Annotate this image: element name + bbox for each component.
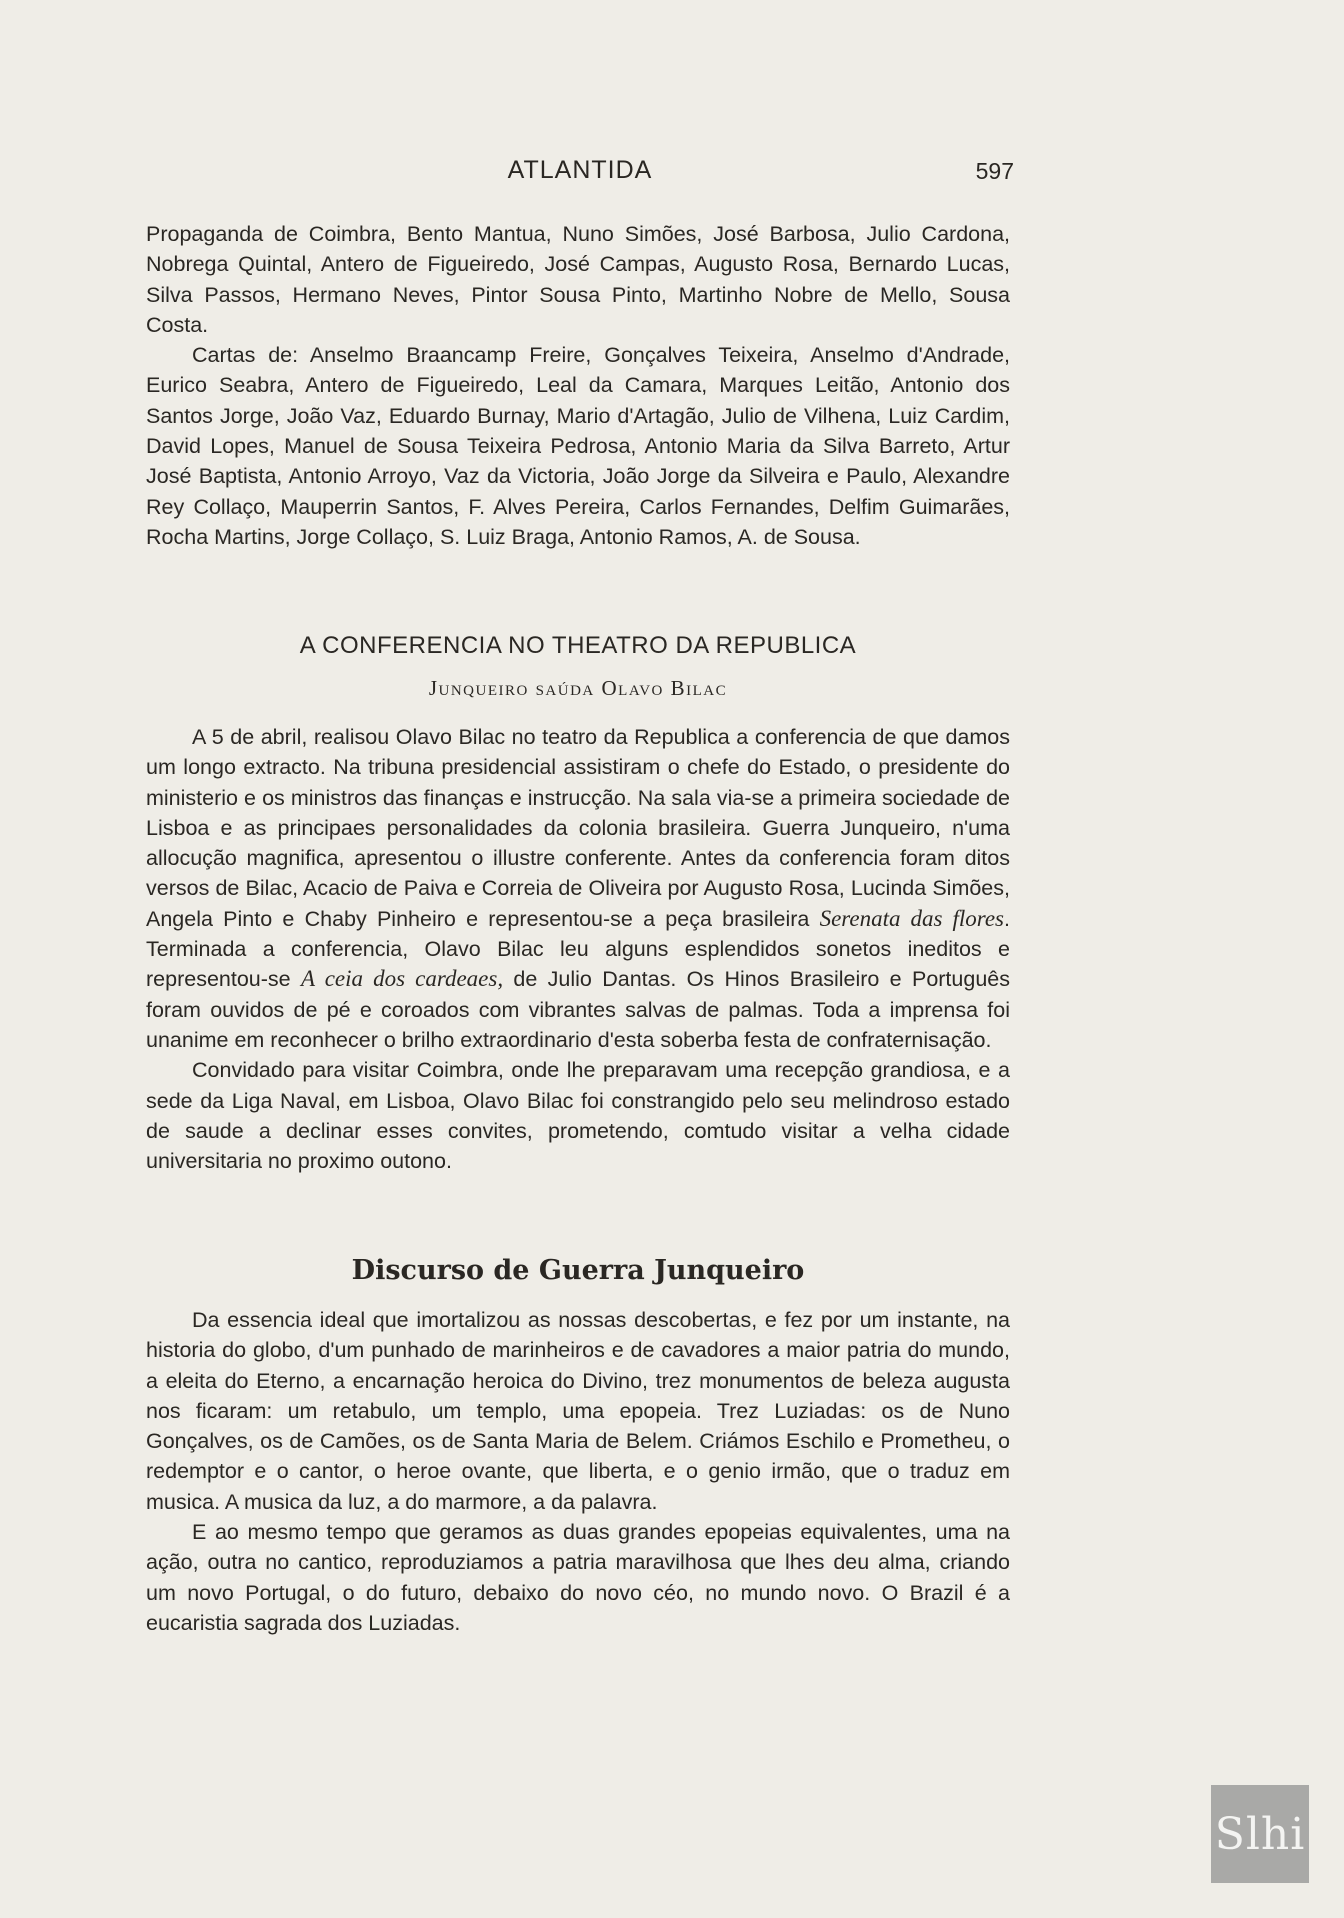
running-title: ATLANTIDA	[507, 156, 653, 184]
speech-title: Discurso de Guerra Junqueiro	[351, 1255, 805, 1286]
section-paragraph-1	[146, 722, 1010, 1055]
play-title-serenata: Serenata das flores	[819, 905, 1004, 931]
speech-paragraph-2: E ao mesmo tempo que geramos as duas grandes epopeias equivalentes, uma na ação, outra no cantico, reproduziamos a patria maravilhosa que lhes deu alma, criando um novo Portugal, o do futuro, debaixo do novo céo, no mundo novo. O Brazil é a eucaristia sagrada dos Luziadas.	[146, 1520, 1010, 1635]
library-logo-text: Slhi	[1214, 1808, 1306, 1860]
section-title: A CONFERENCIA NO THEATRO DA REPUBLICA	[299, 632, 857, 659]
page-header	[146, 156, 1014, 190]
section-paragraph-1-part-c: de Julio Dantas. Os Hinos Brasileiro e Português foram ouvidos de pé e coroados com vibrantes salvas de palmas. Toda a imprensa foi unanime em reconhecer o brilho extraordinario d'esta soberba festa de confraternisação.	[146, 967, 1010, 1052]
intro-paragraph-1: Propaganda de Coimbra, Bento Mantua, Nuno Simões, José Barbosa, Julio Cardona, Nobrega Quintal, Antero de Figueiredo, José Campas, Augusto Rosa, Bernardo Lucas, Silva Passos, Hermano Neves, Pintor Sousa Pinto, Martinho Nobre de Mello, Sousa Costa.	[146, 222, 1010, 337]
section-paragraph-1-part-a: A 5 de abril, realisou Olavo Bilac no teatro da Republica a conferencia de que damos um longo extracto. Na tribuna presidencial assistiram o chefe do Estado, o presidente do ministerio e os ministros das finanças e instrucção. Na sala via-se a primeira sociedade de Lisboa e as principaes personalidades da colonia brasileira. Guerra Junqueiro, n'uma allocução magnifica, apresentou o illustre conferente. Antes da conferencia foram ditos versos de Bilac, Acacio de Paiva e Correia de Oliveira por Augusto Rosa, Lucinda Simões, Angela Pinto e Chaby Pinheiro e representou-se a peça brasileira	[146, 725, 1010, 931]
play-title-ceia: A ceia dos cardeaes,	[300, 966, 504, 992]
intro-text	[146, 219, 1010, 552]
section-paragraph-2: Convidado para visitar Coimbra, onde lhe preparavam uma recepção grandiosa, e a sede da Liga Naval, em Lisboa, Olavo Bilac foi constrangido pelo seu melindroso estado de saude a declinar esses convites, prometendo, comtudo visitar a velha cidade universitaria no proximo outono.	[146, 1058, 1010, 1174]
section-subtitle: Junqueiro saúda Olavo Bilac	[428, 676, 728, 700]
speech-text	[146, 1305, 1010, 1638]
speech-paragraph-1: Da essencia ideal que imortalizou as nossas descobertas, e fez por um instante, na historia do globo, d'um punhado de marinheiros e de cavadores a maior patria do mundo, a eleita do Eterno, a encarnação heroica do Divino, trez monumentos de beleza augusta nos ficaram: um retabulo, um templo, uma epopeia. Trez Luziadas: os de Nuno Gonçalves, os de Camões, os de Santa Maria de Belem. Criámos Eschilo e Prometheu, o redemptor e o cantor, o heroe ovante, que liberta, e o genio irmão, que o traduz em musica. A musica da luz, a do marmore, a da palavra.	[146, 1308, 1010, 1514]
page-number: 597	[975, 158, 1014, 184]
intro-paragraph-2: Cartas de: Anselmo Braancamp Freire, Gonçalves Teixeira, Anselmo d'Andrade, Eurico Seabra, Antero de Figueiredo, Leal da Camara, Marques Leitão, Antonio dos Santos Jorge, João Vaz, Eduardo Burnay, Mario d'Artagão, Julio de Vilhena, Luiz Cardim, David Lopes, Manuel de Sousa Teixeira Pedrosa, Antonio Maria da Silva Barreto, Artur José Baptista, Antonio Arroyo, Vaz da Victoria, João Jorge da Silveira e Paulo, Alexandre Rey Collaço, Mauperrin Santos, F. Alves Pereira, Carlos Fernandes, Delfim Guimarães, Rocha Martins, Jorge Collaço, S. Luiz Braga, Antonio Ramos, A. de Sousa.	[146, 343, 1010, 549]
section-text	[146, 722, 1010, 1176]
library-logo	[1211, 1785, 1309, 1883]
section-paragraph-1-part-b: . Terminada a conferencia, Olavo Bilac leu alguns esplendidos sonetos ineditos e representou-se	[146, 906, 1010, 992]
